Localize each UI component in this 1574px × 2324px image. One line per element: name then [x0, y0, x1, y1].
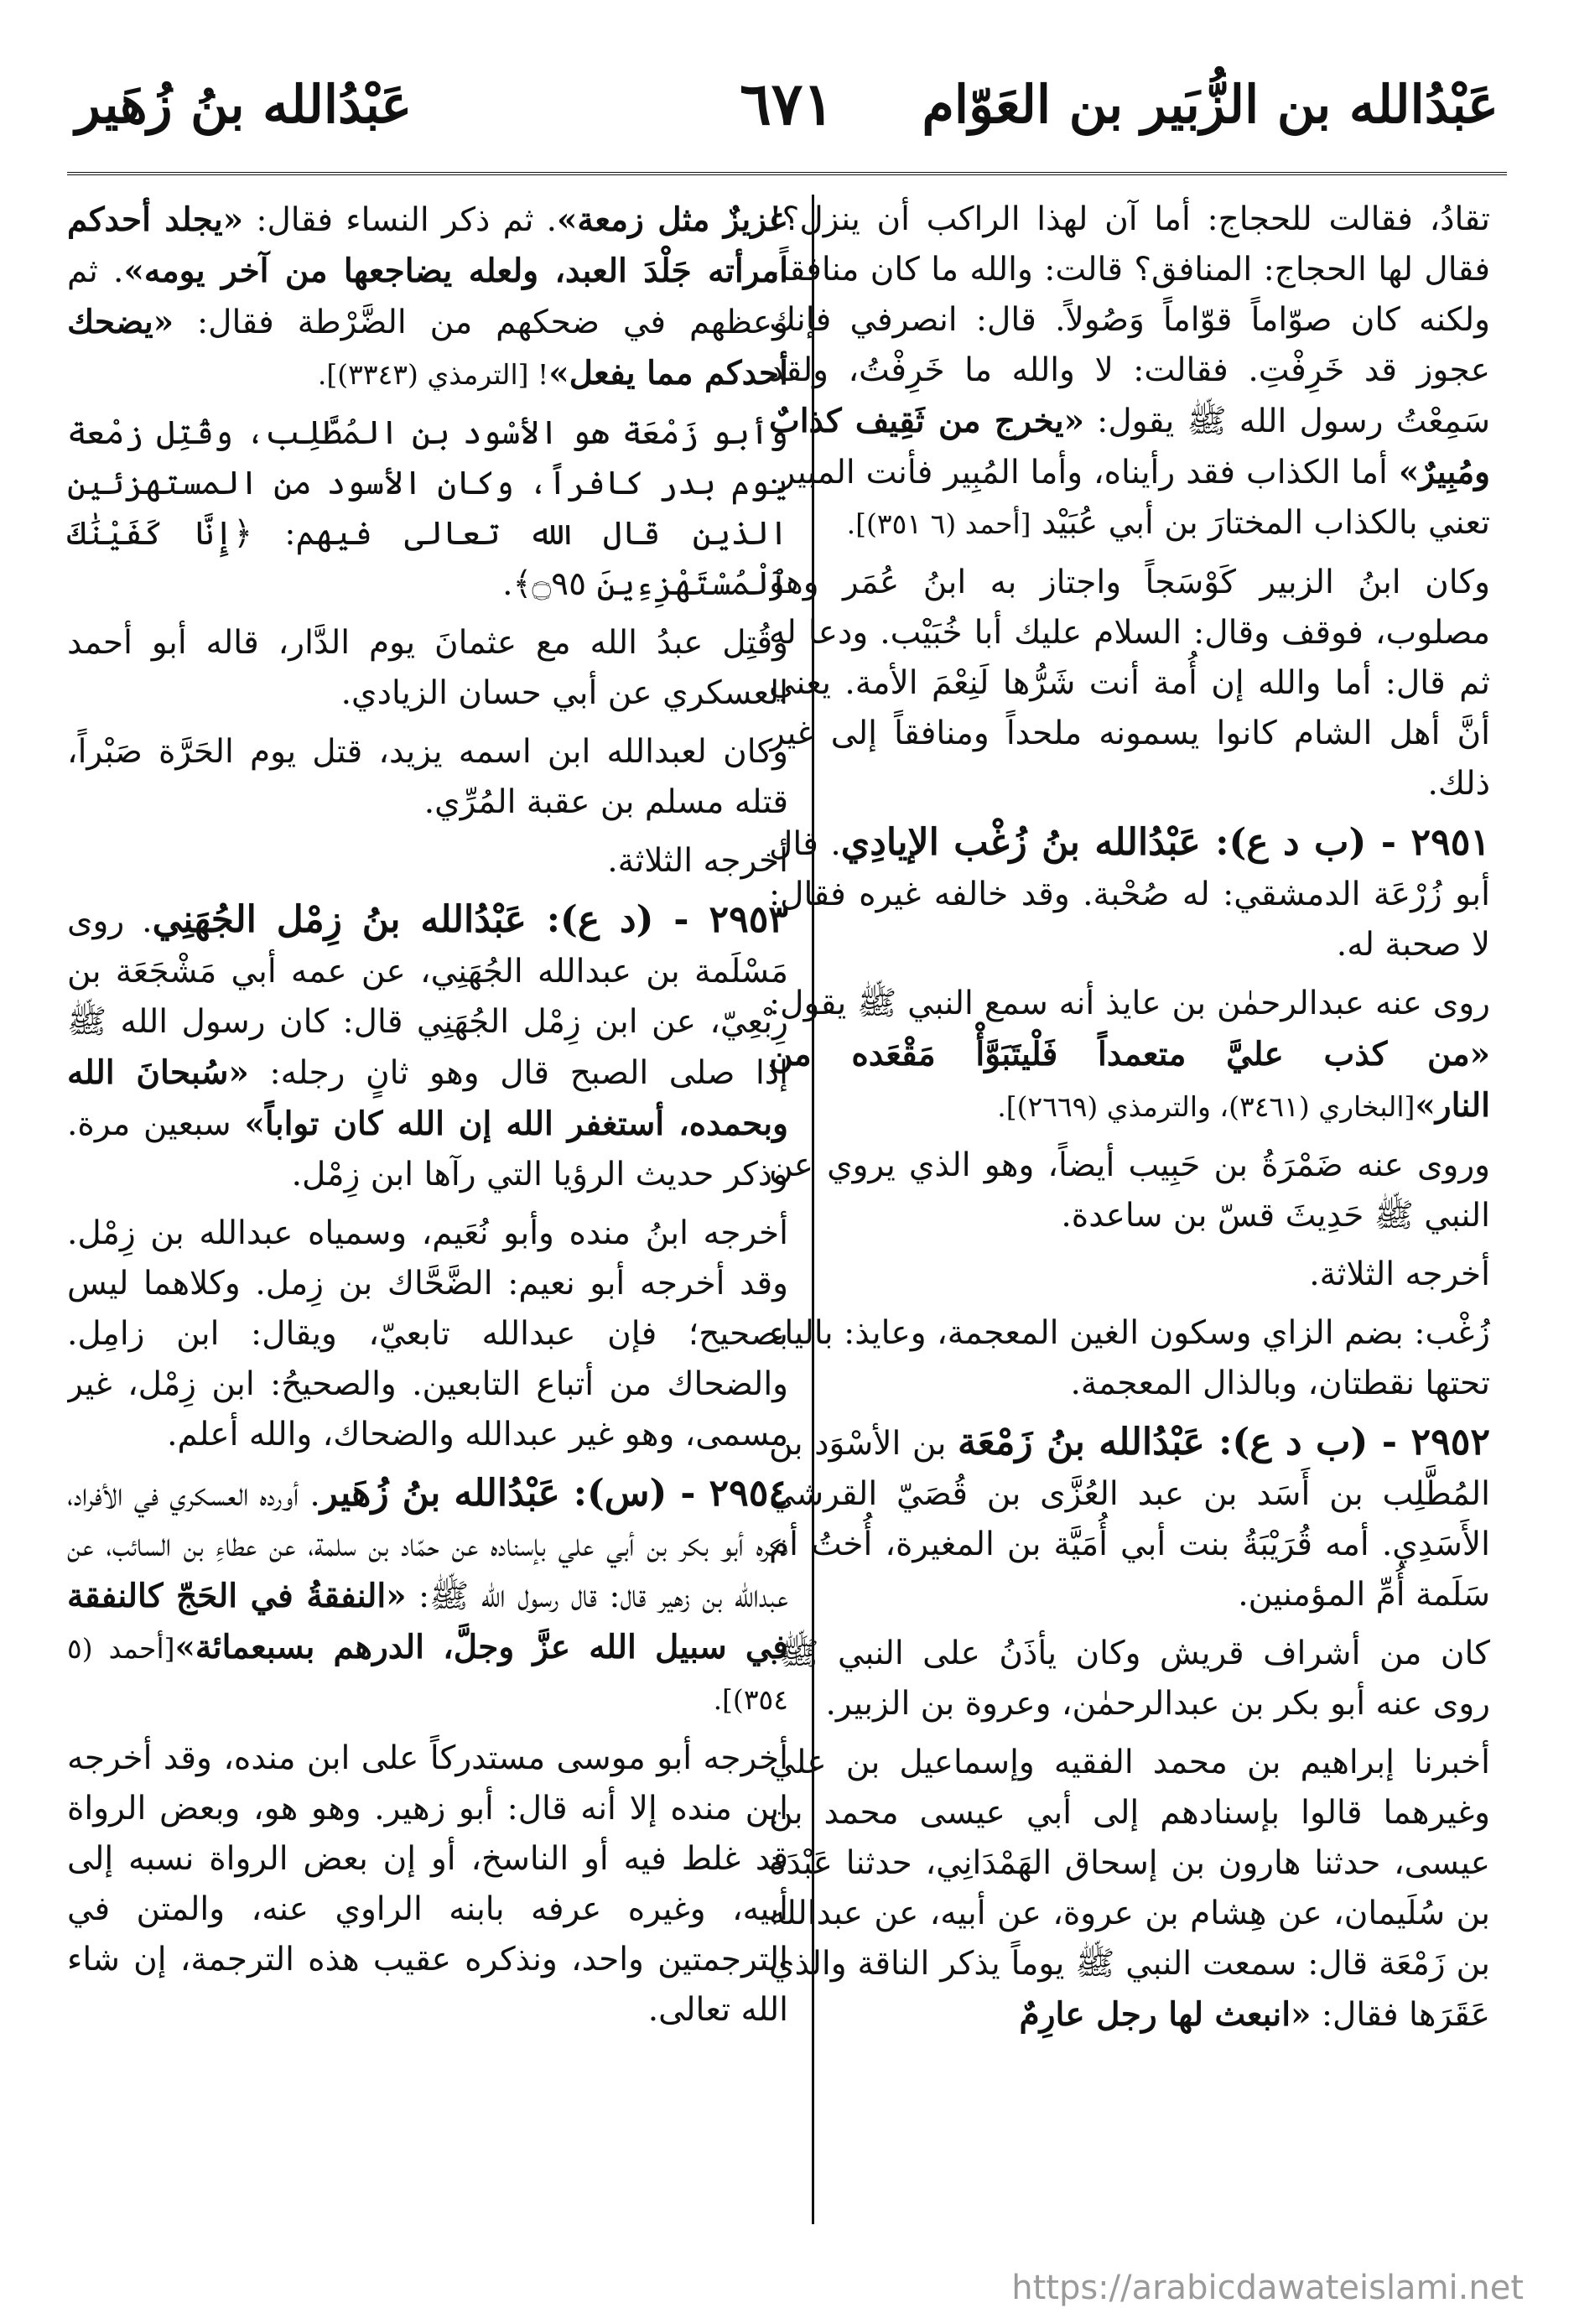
text-run: سبعين مرة. وذكر حديث الرؤيا التي رآها ابن زِمْل.: [67, 1105, 788, 1193]
entry-number: ٢٩٥٢ - (ب د ع):: [1204, 1421, 1490, 1464]
paragraph: [67, 836, 788, 886]
text-run: وأبو زَمْعَة هو الأسْود بن المُطَّلِب، وقُتِل زمْعة يوم بدر كافراً، وكان الأسود من المستهزئين الذين قال الله تعالى فيهم: ﴿إِنَّا كَفَيْنَٰكَ ٱلْمُسْتَهْزِءِينَ ۝٩٥﴾.: [67, 414, 788, 603]
paragraph: [67, 1209, 788, 1460]
paragraph: [67, 1734, 788, 2035]
paragraph: [67, 1469, 788, 1725]
paragraph: [769, 979, 1490, 1132]
paragraph: [67, 895, 788, 1200]
text-run: أخرجه ابنُ منده وأبو نُعَيم، وسمياه عبدالله بن زِمْل. وقد أخرجه أبو نعيم: الضَّحَّاك بن زِمل. وكلاهما ليس بصحيح؛ فإن عبدالله تابعيّ، ويقال: ابن زامِل. والضحاك من أتباع التابعين. والصحيحُ: ابن زِمْل، غير مسمى، وهو غير عبدالله والضحاك، والله أعلم.: [67, 1214, 788, 1453]
text-run: تقادُ، فقالت للحجاج: أما آن لهذا الراكب أن ينزل؟! فقال لها الحجاج: المنافق؟ قالت: والله ما كان منافقاً، ولكنه كان صوّاماً قوّاماً وَصُولاً. قال: انصرفي فإنك عجوز قد خَرِفْتِ. فقالت: لا والله ما خَرِفْتُ، ولقد سَمِعْتُ رسول الله ﷺ يقول:: [769, 200, 1490, 440]
paragraph: [67, 727, 788, 828]
text-run: وقُتِل عبدُ الله مع عثمانَ يوم الدَّار، قاله أبو أحمد العسكري عن أبي حسان الزيادي.: [67, 624, 788, 712]
page-header: [59, 69, 1515, 174]
hadith-quote: «يخرج من ثَقِيف كذابٌ ومُبِيرٌ»: [769, 402, 1490, 491]
running-title-left: عَبْدُالله بنُ زُهَير: [75, 74, 413, 135]
text-run: أخرجه الثلاثة.: [1309, 1256, 1490, 1293]
paragraph: [67, 195, 788, 400]
header-rule: [67, 172, 1507, 175]
paragraph: [769, 818, 1490, 970]
text-run: وروى عنه ضَمْرَةُ بن حَبِيب أيضاً، وهو الذي يروي عن النبي ﷺ حَدِيثَ قسّ بن ساعدة.: [769, 1146, 1490, 1235]
page-number: ٦٧١: [740, 69, 834, 138]
hadith-quote: «من كذب عليَّ متعمداً فَلْيتَبَوَّأْ مَقْعَده من النار»: [769, 1035, 1490, 1125]
entry-number: ٢٩٥٣ - (د ع):: [526, 898, 788, 941]
text-run: أما الكذاب فقد رأيناه، وأما المُبِير فأنت المبير. تعني بالكذاب المختارَ بن أبي عُبَيْد: [769, 454, 1490, 542]
column-divider: [812, 195, 814, 2224]
text-run: زُغْب: بضم الزاي وسكون الغين المعجمة، وعايذ: بالياء تحتها نقطتان، وبالذال المعجمة.: [769, 1314, 1490, 1402]
paragraph: [769, 1250, 1490, 1300]
text-run: أخبرنا إبراهيم بن محمد الفقيه وإسماعيل بن علي وغيرهما قالوا بإسنادهم إلى أبي عيسى محمد بن عيسى، حدثنا هارون بن إسحاق الهَمْدَانِي، حدثنا عَبْدَة بن سُلَيمان، عن هِشام بن عروة، عن أبيه، عن عبدالله بن زَمْعَة قال: سمعت النبي ﷺ يوماً يذكر الناقة والذي عَقَرَها فقال:: [769, 1744, 1490, 2034]
text-run: وكان لعبدالله ابن اسمه يزيد، قتل يوم الحَرَّة صَبْراً، قتله مسلم بن عقبة المُرِّي.: [67, 733, 788, 821]
paragraph: [769, 1308, 1490, 1409]
citation: ! [الترمذي (٣٣٤٣)].: [317, 358, 549, 391]
paragraph: [769, 1629, 1490, 1729]
citation: [أحمد (٥ ٣٥٤)].: [67, 1632, 788, 1716]
text-run: أخرجه أبو موسى مستدركاً على ابن منده، وقد أخرجه ابن منده إلا أنه قال: أبو زهير. وهو هو، وبعض الرواة قد غلط فيه أو الناسخ، أو إن بعض الرواة نسبه إلى أبيه، وغيره عرفه بابنه الراوي عنه، والمتن في الترجمتين واحد، ونذكره عقيب هذه الترجمة، إن شاء الله تعالى.: [67, 1739, 788, 2029]
citation: [أحمد (٦ ٣٥١)].: [846, 507, 1031, 540]
text-run: . ثم وعظهم في ضحكهم من الضَّرْطة فقال:: [67, 252, 788, 341]
hadith-quote: «يضحك أحدكم مما يفعل»: [67, 303, 788, 393]
paragraph: [769, 1141, 1490, 1241]
entry-number: ٢٩٥٤ - (س):: [559, 1472, 788, 1515]
paragraph: [769, 195, 1490, 549]
text-run: . قال أبو زُرْعَة الدمشقي: له صُحْبة. وقد خالفه غيره فقال: لا صحبة له.: [769, 825, 1490, 964]
entry-name: عَبْدُالله بنُ زُهَير: [319, 1472, 560, 1515]
hadith-quote: «يجلد أحدكم امرأته جَلْدَ العبد، ولعله يضاجعها من آخر يومه»: [67, 200, 788, 290]
entry-name: عَبْدُالله بنُ زَمْعَة: [958, 1421, 1205, 1464]
entry-number: ٢٩٥١ - (ب د ع):: [1200, 821, 1490, 864]
entry-name: عَبْدُالله بنُ زِمْل الجُهَنِي: [152, 898, 527, 941]
text-run: وكان ابنُ الزبير كَوْسَجاً واجتاز به ابنُ عُمَر وهو مصلوب، فوقف وقال: السلام عليك أبا خُبَيْب. ودعا له ثم قال: أما والله إن أُمة أنت شَرُّها لَنِعْمَ الأمة. يعني أنَّ أهل الشام كانوا يسمونه ملحداً ومنافقاً إلى غير ذلك.: [769, 564, 1490, 803]
paragraph: [769, 1417, 1490, 1620]
text-run: روى عنه عبدالرحمٰن بن عايذ أنه سمع النبي ﷺ يقول:: [769, 985, 1490, 1022]
entry-name: عَبْدُالله بنُ زُغْب الإيادِي: [840, 821, 1201, 864]
hadith-quote: «انبعث لها رجل عارِمٌ: [1019, 1995, 1312, 2034]
text-run: . أورده العسكري في الأفراد، ذكره أبو بكر بن أبي علي بإسناده عن حمّاد بن سلمة، عن عطاءِ بن السائب، عن عبدالله بن زهير قال: قال رسول الله ﷺ:: [67, 1476, 788, 1615]
citation: [البخاري (٣٤٦١)، والترمذي (٢٦٦٩)].: [997, 1090, 1416, 1123]
text-run: أخرجه الثلاثة.: [607, 842, 788, 880]
paragraph: [67, 618, 788, 719]
paragraph: [769, 558, 1490, 809]
text-run: كان من أشراف قريش وكان يأذَنُ على النبي ﷺ. روى عنه أبو بكر بن عبدالرحمٰن، وعروة بن الزبير.: [769, 1635, 1490, 1723]
text-run: بن الأسْوَد بن المُطَّلِب بن أَسَد بن عبد العُزَّى بن قُصَيّ القرشي الأَسَدِي. أمه قُرَيْبَةُ بنت أبي أُمَيَّة بن المغيرة، أُختُ أم سَلَمة أُمِّ المؤمنين.: [769, 1425, 1490, 1614]
hadith-quote: «النفقةُ في الحَجّ كالنفقة في سبيل الله عزَّ وجلَّ، الدرهم بسبعمائة»: [67, 1577, 788, 1666]
text-run: . روى مَسْلَمة بن عبدالله الجُهَنِي، عن عمه أبي مَشْجَعَة بن رِبْعِيّ، عن ابن زِمْل الجُهَنِي قال: كان رسول الله ﷺ إذا صلى الصبح قال وهو ثانٍ رجله:: [67, 902, 788, 1092]
right-column: [769, 195, 1490, 2249]
left-column: [67, 195, 788, 2249]
text-run: . ثم ذكر النساء فقال:: [243, 201, 558, 239]
hadith-quote: «سُبحانَ الله وبحمده، أستغفر الله إن الله كان تواباً»: [67, 1053, 788, 1143]
paragraph: [67, 408, 788, 610]
running-title-right: عَبْدُالله بن الزُّبَير بن العَوّام: [922, 74, 1499, 135]
hadith-quote: عزيزٌ مثل زمعة»: [557, 200, 788, 239]
watermark-url: https://arabicdawateislami.net: [1011, 2269, 1524, 2307]
paragraph: [769, 1738, 1490, 2041]
